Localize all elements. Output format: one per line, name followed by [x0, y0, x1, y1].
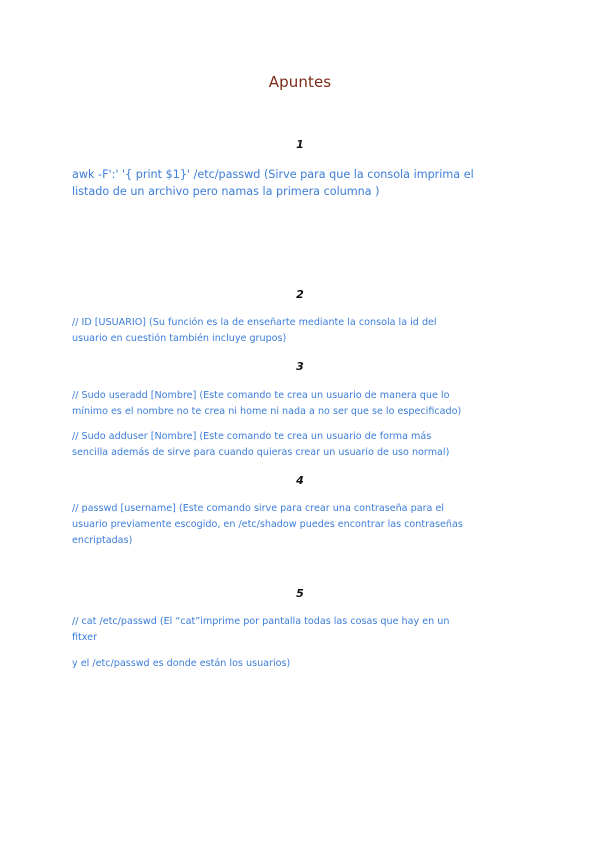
text-line: // Sudo useradd [Nombre] (Este comando te crea un usuario de manera que lo — [72, 390, 450, 401]
section-3-paragraph-2 — [72, 429, 532, 461]
section-number-5: 5 — [296, 587, 304, 600]
text-line: // ID [USUARIO] (Su función es la de enseñarte mediante la consola la id del — [72, 317, 437, 328]
text-line: // passwd [username] (Este comando sirve para crear una contraseña para el — [72, 503, 445, 514]
section-number-4: 4 — [296, 474, 304, 487]
section-number-3: 3 — [296, 360, 304, 373]
text-line: awk -F':' '{ print $1}' /etc/passwd (Sirve para que la consola imprima el — [72, 168, 474, 181]
section-number-2: 2 — [296, 288, 304, 301]
text-line: fitxer — [72, 632, 98, 643]
section-2-paragraph-1 — [72, 315, 532, 347]
text-line: // cat /etc/passwd (El “cat”imprime por pantalla todas las cosas que hay en un — [72, 616, 450, 627]
section-5-paragraph-2 — [72, 656, 532, 672]
section-1-paragraph-1 — [72, 166, 532, 200]
section-5-paragraph-1 — [72, 614, 532, 646]
text-line: sencilla además de sirve para cuando quieras crear un usuario de uso normal) — [72, 447, 450, 458]
text-line: // Sudo adduser [Nombre] (Este comando te crea un usuario de forma más — [72, 431, 432, 442]
text-line: usuario previamente escogido, en /etc/shadow puedes encontrar las contraseñas — [72, 519, 463, 530]
page-title: Apuntes — [268, 73, 332, 91]
text-line: listado de un archivo pero namas la primera columna ) — [72, 185, 380, 198]
text-line: mínimo es el nombre no te crea ni home ni nada a no ser que se lo especificado) — [72, 406, 462, 417]
section-3-paragraph-1 — [72, 388, 532, 420]
section-number-1: 1 — [296, 138, 304, 151]
text-line: encriptadas) — [72, 535, 133, 546]
text-line: y el /etc/passwd es donde están los usuarios) — [72, 658, 291, 669]
section-4-paragraph-1 — [72, 501, 532, 549]
text-line: usuario en cuestión también incluye grupos) — [72, 333, 287, 344]
